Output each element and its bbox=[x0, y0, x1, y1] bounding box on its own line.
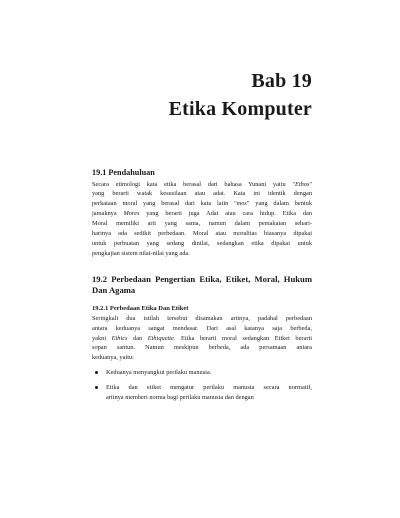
text-run: Secara etimologi kata etika berasal dari bahasa Yunani yaitu " bbox=[92, 180, 295, 188]
pendahuluan-line bbox=[92, 239, 312, 249]
etika-etiket-line bbox=[92, 334, 312, 344]
text-run: Moral memiliki arti yang sama, namun dalam pemakaian sehari- bbox=[92, 220, 312, 228]
section-heading-perbedaan bbox=[92, 274, 312, 296]
section-heading-pendahuluan: 19.1 Pendahuluan bbox=[92, 168, 155, 177]
pendahuluan-line bbox=[92, 189, 312, 199]
text-run: antara keduanya sangat mendasar. Dari asal katanya saja berbeda, bbox=[92, 324, 312, 332]
paragraph-pendahuluan bbox=[92, 180, 312, 259]
paragraph-etika-etiket bbox=[92, 314, 312, 364]
text-run: yang berarti juga Adat atau cara hidup. Etika dan bbox=[139, 210, 312, 218]
text-run: keduanya, yaitu: bbox=[92, 354, 134, 362]
bullet-item bbox=[92, 368, 312, 378]
bullet-item bbox=[92, 383, 312, 403]
italic-term: mos bbox=[236, 200, 247, 208]
bullet-line: artinya memberi norma bagi perilaku manusia dan dengan bbox=[106, 394, 254, 402]
text-run: yakni bbox=[92, 334, 112, 342]
section-heading-perbedaan-line-2: Dan Agama bbox=[92, 284, 136, 295]
page-content bbox=[92, 168, 312, 403]
pendahuluan-line bbox=[92, 180, 312, 190]
etika-etiket-line bbox=[92, 343, 312, 353]
text-run: pengkajian sistem nilai-nilai yang ada. bbox=[92, 249, 190, 257]
text-run: " yang dalam bentuk bbox=[246, 200, 313, 208]
italic-term: Mores bbox=[123, 210, 140, 218]
subsection-heading-etika-etiket: 19.2.1 Perbedaan Etika Dan Etiket bbox=[92, 304, 189, 312]
etika-etiket-line bbox=[92, 314, 312, 324]
pendahuluan-line bbox=[92, 209, 312, 219]
pendahuluan-line bbox=[92, 249, 312, 259]
italic-term: Ethics bbox=[111, 334, 128, 342]
bullet-line: Etika dan etiket mengatur perilaku manusia secara normatif, bbox=[106, 384, 312, 392]
text-run: untuk perbuatan yang sedang dinilai, sedangkan etika dipakai untuk bbox=[92, 239, 312, 247]
text-run: " bbox=[309, 180, 312, 188]
section-heading-perbedaan-line-1: 19.2 Perbedaan Pengertian Etika, Etiket, Moral, Hukum bbox=[92, 273, 312, 284]
italic-term: Ethos bbox=[294, 180, 310, 188]
text-run: sopan santun. Namun meskipun berbeda, ada persamaan antara bbox=[92, 344, 312, 352]
bullet-icon bbox=[95, 386, 98, 389]
text-run: yang berarti watak kesusilaan atau adat. Kata ini identik dengan bbox=[92, 190, 312, 198]
text-run: perkataan moral yang berasal dari kata latin " bbox=[92, 200, 237, 208]
pendahuluan-line bbox=[92, 219, 312, 229]
text-run: dan bbox=[127, 334, 148, 342]
etika-etiket-line bbox=[92, 353, 312, 363]
bullet-line: Keduanya menyangkut perilaku manusia. bbox=[106, 369, 212, 377]
text-run: jamaknya bbox=[92, 210, 124, 218]
pendahuluan-line bbox=[92, 199, 312, 209]
text-run: . Etika berarti moral sedangkan Etiket berarti bbox=[173, 334, 312, 342]
chapter-number: Bab 19 bbox=[251, 70, 312, 92]
text-run: harinya ada sedikit perbedaan. Moral atau moralitas biasanya dipakai bbox=[92, 230, 312, 238]
bullet-icon bbox=[95, 371, 98, 374]
chapter-title: Etika Komputer bbox=[168, 98, 312, 120]
italic-term: Ethiquette bbox=[147, 334, 174, 342]
bullet-list bbox=[92, 368, 312, 403]
pendahuluan-line bbox=[92, 229, 312, 239]
etika-etiket-line bbox=[92, 324, 312, 334]
text-run: Seringkali dua istilah tersebut disamakan artinya, padahal perbedaan bbox=[92, 314, 312, 322]
